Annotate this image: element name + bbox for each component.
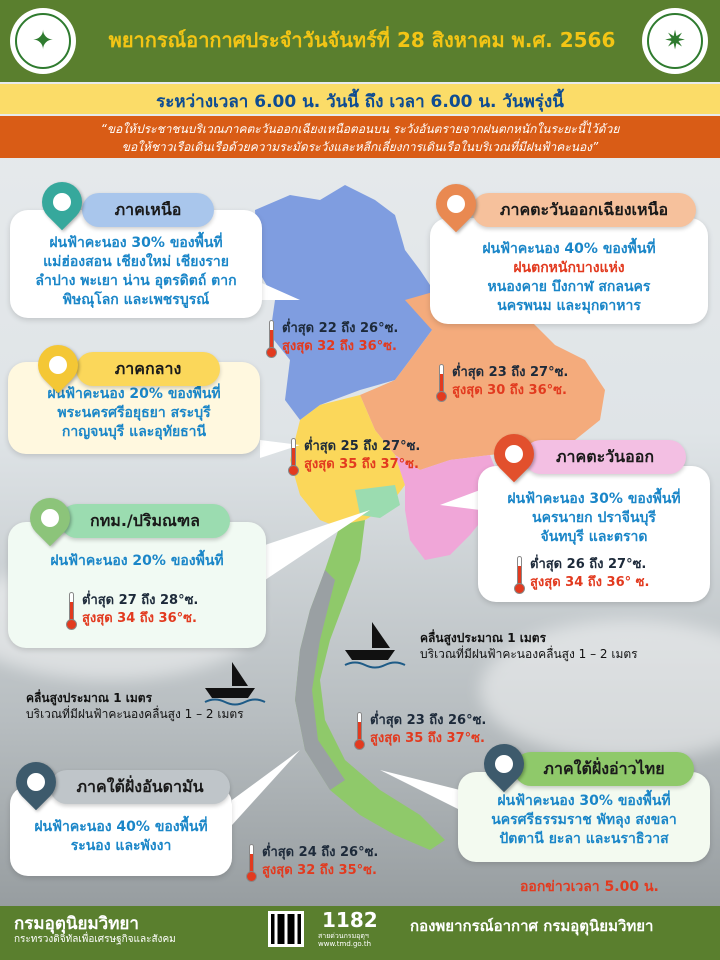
- south-west-line: ฝนฟ้าคะนอง 40% ของพื้นที่: [34, 819, 208, 835]
- north-label: ภาคเหนือ: [82, 193, 214, 227]
- south-west-temperature: [246, 844, 378, 882]
- boat-icon: [345, 622, 405, 668]
- south-west-temp-low: ต่ำสุด 24 ถึง 26°ซ.: [262, 845, 379, 860]
- east-temperature: [514, 556, 649, 594]
- central-details: [12, 385, 256, 442]
- east-label: ภาคตะวันออก: [524, 440, 686, 474]
- south-east-line: ฝนฟ้าคะนอง 30% ของพื้นที่: [497, 793, 671, 809]
- warning-line-1: “ขอให้ประชาชนบริเวณภาคตะวันออกเฉียงเหนือตอนบน ระวังอันตรายจากฝนตกหนักในระยะนี้ไว้ด้วย: [100, 122, 620, 136]
- northeast-label: ภาคตะวันออกเฉียงเหนือ: [472, 193, 696, 227]
- northeast-line: ฝนฟ้าคะนอง 40% ของพื้นที่: [482, 241, 656, 257]
- hotline-label: สายด่วนกรมอุตุฯ: [318, 932, 369, 940]
- south-west-details: [14, 818, 228, 856]
- qr-code-icon[interactable]: [268, 911, 304, 947]
- andaman-wave-title: คลื่นสูงประมาณ 1 เมตร: [26, 691, 153, 705]
- hotline-caption: [318, 932, 371, 948]
- northeast-line: นครพนม และมุกดาหาร: [497, 298, 641, 314]
- footer-ministry: กระทรวงดิจิทัลเพื่อเศรษฐกิจและสังคม: [14, 934, 176, 945]
- northeast-heavy-rain: ฝนตกหนักบางแห่ง: [513, 260, 625, 276]
- east-line: นครนายก ปราจีนบุรี: [532, 510, 656, 526]
- central-line: ฝนฟ้าคะนอง 20% ของพื้นที่: [47, 386, 221, 402]
- northeast-temperature: [436, 364, 568, 402]
- central-line: พระนครศรีอยุธยา สระบุรี: [57, 405, 211, 421]
- south-west-label: ภาคใต้ฝั่งอันดามัน: [50, 770, 230, 804]
- south-east-details: [462, 792, 706, 849]
- thermometer-icon: [266, 320, 276, 358]
- south-east-label: ภาคใต้ฝั่งอ่าวไทย: [514, 752, 694, 786]
- northeast-temp-low: ต่ำสุด 23 ถึง 27°ซ.: [452, 365, 569, 380]
- bangkok-temp-low: ต่ำสุด 27 ถึง 28°ซ.: [82, 593, 199, 608]
- south-west-temp-high: สูงสุด 32 ถึง 35°ซ.: [262, 863, 377, 878]
- central-temp-low: ต่ำสุด 25 ถึง 27°ซ.: [304, 439, 421, 454]
- central-line: กาญจนบุรี และอุทัยธานี: [61, 424, 207, 440]
- bangkok-temperature: [66, 592, 198, 630]
- northeast-details: [434, 240, 704, 316]
- north-line: ฝนฟ้าคะนอง 30% ของพื้นที่: [49, 235, 223, 251]
- bangkok-temp-high: สูงสุด 34 ถึง 36°ซ.: [82, 611, 197, 626]
- thermometer-icon: [436, 364, 446, 402]
- footer-org-name: กรมอุตุนิยมวิทยา: [14, 914, 139, 934]
- thermometer-icon: [288, 438, 298, 476]
- central-label: ภาคกลาง: [76, 352, 220, 386]
- north-temp-high: สูงสุด 32 ถึง 36°ซ.: [282, 339, 397, 354]
- government-seal-icon: ✦: [10, 8, 76, 74]
- gulf-wave-info: [420, 630, 638, 662]
- hotline-number: 1182: [322, 908, 378, 932]
- website-link[interactable]: www.tmd.go.th: [318, 940, 371, 948]
- callout-pointer: [232, 750, 300, 825]
- bangkok-line: ฝนฟ้าคะนอง 20% ของพื้นที่: [50, 553, 224, 569]
- thermometer-icon: [354, 712, 364, 750]
- andaman-wave-detail: บริเวณที่มีฝนฟ้าคะนองคลื่นสูง 1 – 2 เมตร: [26, 707, 244, 721]
- andaman-wave-info: [26, 690, 244, 722]
- gulf-wave-detail: บริเวณที่มีฝนฟ้าคะนองคลื่นสูง 1 – 2 เมตร: [420, 647, 638, 661]
- page-title: พยากรณ์อากาศประจำวันจันทร์ที่ 28 สิงหาคม พ.ศ. 2566: [108, 28, 616, 52]
- warning-line-2: ขอให้ชาวเรือเดินเรือด้วยความระมัดระวังและหลีกเลี่ยงการเดินเรือในบริเวณที่มีฝนฟ้าคะนอง”: [121, 140, 599, 154]
- south-west-line: ระนอง และพังงา: [70, 838, 172, 854]
- north-details: [14, 234, 258, 310]
- south-east-temp-high: สูงสุด 35 ถึง 37°ซ.: [370, 731, 485, 746]
- map-region-south: [295, 520, 445, 850]
- thermometer-icon: [66, 592, 76, 630]
- gulf-wave-title: คลื่นสูงประมาณ 1 เมตร: [420, 631, 547, 645]
- north-line: พิษณุโลก และเพชรบูรณ์: [62, 292, 210, 308]
- forecast-period: ระหว่างเวลา 6.00 น. วันนี้ ถึง เวลา 6.00 น. วันพรุ่งนี้: [156, 92, 564, 112]
- bangkok-label: กทม./ปริมณฑล: [60, 504, 230, 538]
- thermometer-icon: [514, 556, 524, 594]
- bangkok-details: [12, 552, 262, 571]
- thermometer-icon: [246, 844, 256, 882]
- north-temperature: [266, 320, 398, 358]
- northeast-line: หนองคาย บึงกาฬ สกลนคร: [487, 279, 651, 295]
- central-temp-high: สูงสุด 35 ถึง 37°ซ.: [304, 457, 419, 472]
- south-east-line: นครศรีธรรมราช พัทลุง สงขลา: [491, 812, 677, 828]
- northeast-temp-high: สูงสุด 30 ถึง 36°ซ.: [452, 383, 567, 398]
- north-line: ลำปาง พะเยา น่าน อุตรดิตถ์ ตาก: [35, 273, 237, 289]
- east-temp-low: ต่ำสุด 26 ถึง 27°ซ.: [530, 557, 647, 572]
- south-east-temp-low: ต่ำสุด 23 ถึง 26°ซ.: [370, 713, 487, 728]
- south-east-temperature: [354, 712, 486, 750]
- north-line: แม่ฮ่องสอน เชียงใหม่ เชียงราย: [43, 254, 229, 270]
- east-temp-high: สูงสุด 34 ถึง 36° ซ.: [530, 575, 650, 590]
- east-line: จันทบุรี และตราด: [540, 529, 648, 545]
- east-line: ฝนฟ้าคะนอง 30% ของพื้นที่: [507, 491, 681, 507]
- central-temperature: [288, 438, 420, 476]
- south-east-line: ปัตตานี ยะลา และนราธิวาส: [499, 831, 669, 847]
- issue-time: ออกข่าวเวลา 5.00 น.: [520, 879, 659, 895]
- north-temp-low: ต่ำสุด 22 ถึง 26°ซ.: [282, 321, 399, 336]
- tmd-seal-icon: ✷: [642, 8, 708, 74]
- footer-division: กองพยากรณ์อากาศ กรมอุตุนิยมวิทยา: [410, 917, 654, 935]
- east-details: [482, 490, 706, 547]
